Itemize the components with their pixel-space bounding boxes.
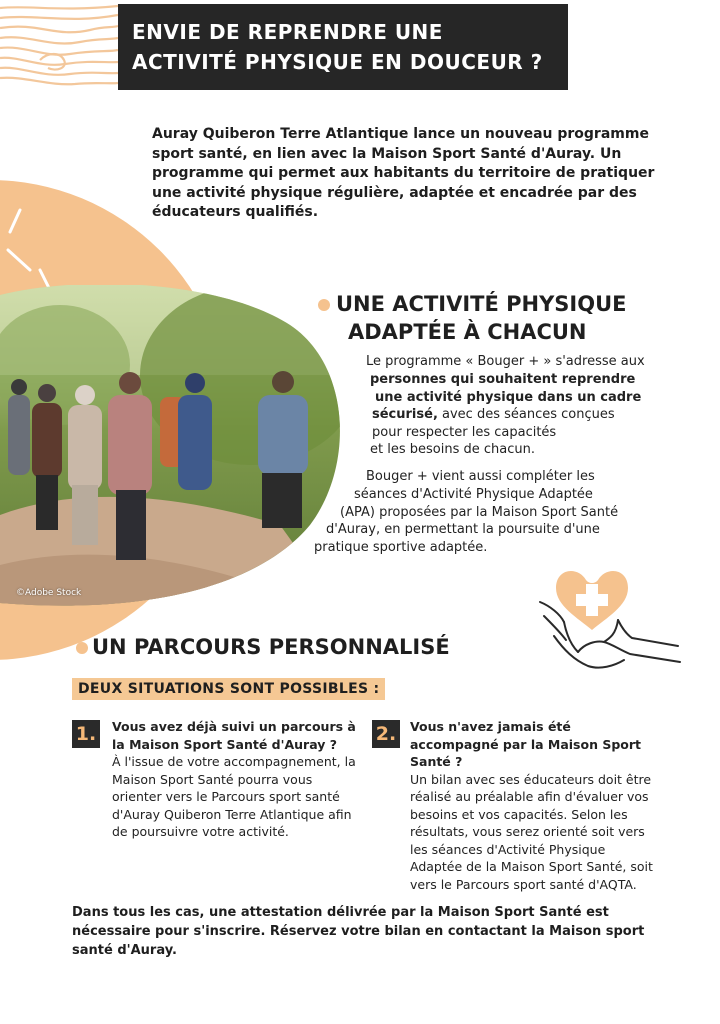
section1-title-line-1: UNE ACTIVITÉ PHYSIQUE bbox=[336, 292, 627, 316]
case-number-2: 2. bbox=[372, 720, 400, 748]
page-title-line-2: ACTIVITÉ PHYSIQUE EN DOUCEUR ? bbox=[132, 50, 543, 74]
photo-credit: ©Adobe Stock bbox=[16, 588, 82, 598]
situations-label: DEUX SITUATIONS SONT POSSIBLES : bbox=[72, 678, 385, 700]
section1-text-line: Bouger + vient aussi compléter les bbox=[366, 469, 595, 484]
section1-title-line-2: ADAPTÉE À CHACUN bbox=[348, 320, 587, 344]
case-1-question: Vous avez déjà suivi un parcours à la Maison Sport Santé d'Auray ? bbox=[112, 719, 356, 752]
section1-text-line: séances d'Activité Physique Adaptée bbox=[354, 487, 593, 502]
section1-text-line: Le programme « Bouger + » s'adresse aux bbox=[366, 354, 645, 369]
section1-text-line: personnes qui souhaitent reprendre bbox=[370, 372, 636, 387]
section1-text-line: sécurisé, avec des séances conçues bbox=[372, 407, 615, 422]
section1-text-line: une activité physique dans un cadre bbox=[375, 390, 642, 405]
section-bullet-dot bbox=[318, 299, 330, 311]
intro-paragraph: Auray Quiberon Terre Atlantique lance un nouveau programme sport santé, en lien avec la Maison Sport Santé d'Auray. Un programme qui permet aux habitants du territoire de pratiquer une activité physique régulière, adaptée et encadrée par des éducateurs qualifiés. bbox=[152, 126, 655, 220]
title-banner bbox=[118, 4, 568, 90]
case-1 bbox=[112, 718, 357, 841]
footer-note: Dans tous les cas, une attestation délivrée par la Maison Sport Santé est nécessaire pour s'inscrire. Réservez votre bilan en contactant la Maison sport santé d'Auray. bbox=[72, 905, 645, 958]
case-2-question: Vous n'avez jamais été accompagné par la Maison Sport Santé ? bbox=[410, 719, 642, 769]
section1-text-line: et les besoins de chacun. bbox=[370, 442, 535, 457]
case-1-answer: À l'issue de votre accompagnement, la Maison Sport Santé pourra vous orienter vers le Parcours sport santé d'Auray Quiberon Terre Atlantique afin de poursuivre votre activité. bbox=[112, 754, 356, 839]
page-title-line-1: ENVIE DE REPRENDRE UNE bbox=[132, 20, 443, 44]
section1-text-line: d'Auray, en permettant la poursuite d'une bbox=[326, 522, 600, 537]
section2-title: UN PARCOURS PERSONNALISÉ bbox=[92, 635, 450, 659]
section1-text-line: (APA) proposées par la Maison Sport Santé bbox=[340, 505, 619, 520]
hand-holding-heart-icon bbox=[530, 558, 690, 688]
case-2-answer: Un bilan avec ses éducateurs doit être réalisé au préalable afin d'évaluer vos besoins et vos capacités. Selon les résultats, vous serez orienté soit vers les séances d'Activité Physique Adaptée de la Maison Sport Santé, soit vers le Parcours sport santé d'AQTA. bbox=[410, 771, 653, 892]
section-bullet-dot bbox=[76, 642, 88, 654]
section1-text-line: pratique sportive adaptée. bbox=[314, 540, 488, 555]
walking-group-photo bbox=[0, 285, 345, 610]
case-number-1: 1. bbox=[72, 720, 100, 748]
section1-text-line: pour respecter les capacités bbox=[372, 425, 557, 440]
case-2 bbox=[410, 718, 660, 893]
contour-pattern-decoration bbox=[0, 0, 118, 90]
